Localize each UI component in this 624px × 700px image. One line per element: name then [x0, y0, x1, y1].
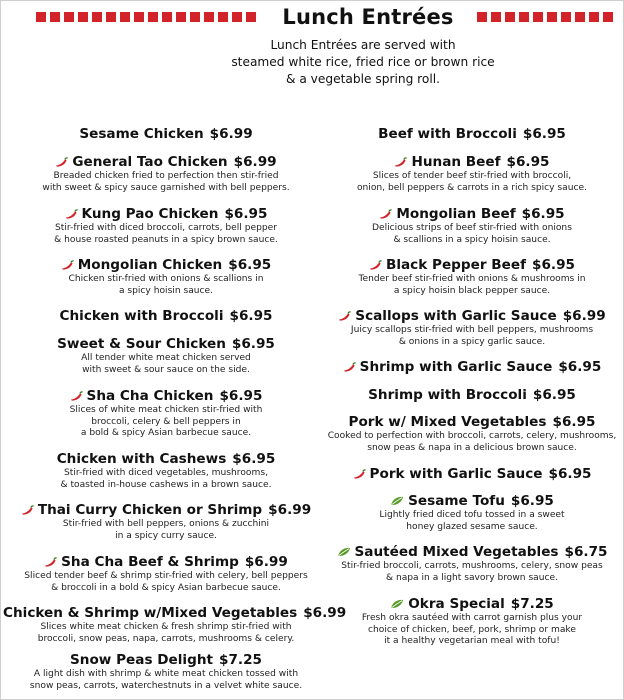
intro-line: Lunch Entrées are served with — [270, 38, 456, 52]
menu-item-price: $6.95 — [532, 387, 576, 403]
menu-item-description: Chicken stir-fried with onions & scallions in — [68, 274, 264, 284]
menu-item-heading — [319, 125, 624, 143]
hot-pepper-icon — [65, 205, 82, 223]
intro-line: & a vegetable spring roll. — [285, 72, 441, 86]
menu-item — [3, 553, 329, 594]
menu-item-description: Fresh okra sautéed with carrot garnish plus your — [361, 613, 583, 623]
menu-item-description: Stir-fried broccoli, carrots, mushrooms, celery, snow peas — [341, 561, 603, 571]
hot-pepper-icon — [353, 465, 370, 483]
menu-item-description: Tender beef stir-fried with onions & mushrooms in — [358, 274, 586, 284]
menu-item-name: Black Pepper Beef — [385, 257, 527, 273]
menu-item-description: Stir-fried with bell peppers, onions & zucchini — [62, 519, 270, 529]
hot-pepper-icon — [379, 205, 396, 223]
menu-item-description: choice of chicken, beef, pork, shrimp or make — [368, 624, 576, 635]
menu-item — [319, 543, 624, 584]
menu-item-heading — [3, 651, 329, 669]
menu-item — [319, 307, 624, 348]
menu-item-name: Okra Special — [408, 596, 505, 612]
menu-item-description: Lightly fried diced tofu tossed in a sweet — [379, 510, 565, 520]
menu-item-description: it a healthy vegetarian meal with tofu! — [384, 636, 560, 646]
menu-item-description: snow peas & napa in a delicious brown sauce. — [367, 442, 577, 453]
menu-item-price: $6.75 — [564, 544, 608, 560]
menu-item-name: Beef with Broccoli — [378, 126, 517, 142]
menu-item-heading — [319, 386, 624, 404]
menu-item-price: $6.95 — [548, 466, 592, 482]
menu-item-heading — [3, 387, 329, 405]
menu-item-description: Sliced tender beef & shrimp stir-fried with celery, bell peppers — [24, 571, 308, 581]
menu-item — [3, 205, 329, 246]
menu-item-heading — [319, 413, 624, 431]
menu-item-heading — [319, 543, 624, 561]
menu-item-name: Kung Pao Chicken — [81, 206, 219, 222]
menu-item-name: Snow Peas Delight — [69, 652, 213, 668]
menu-item — [3, 153, 329, 194]
menu-item-price: $6.95 — [228, 257, 272, 273]
hot-pepper-icon — [61, 256, 78, 274]
menu-item-heading — [319, 465, 624, 483]
menu-item-heading — [319, 595, 624, 613]
menu-item-name: Chicken with Broccoli — [59, 308, 224, 324]
menu-item-name: Pork with Garlic Sauce — [369, 466, 543, 482]
menu-item-description: broccoli, snow peas, napa, carrots, mushrooms & celery. — [37, 633, 295, 644]
menu-item-price: $6.95 — [224, 206, 268, 222]
menu-item-name: Pork w/ Mixed Vegetables — [348, 414, 547, 430]
menu-item-description: Breaded chicken fried to perfection then stir-fried — [53, 171, 279, 181]
menu-item-name: Sha Cha Beef & Shrimp — [61, 554, 239, 570]
vegetarian-leaf-icon — [337, 543, 355, 561]
menu-item-description: & house roasted peanuts in a spicy brown sauce. — [54, 234, 278, 245]
menu-item-heading — [319, 205, 624, 223]
menu-title: Lunch Entrées — [282, 5, 454, 29]
menu-item — [3, 387, 329, 440]
menu-item-name: Shrimp with Garlic Sauce — [359, 359, 553, 375]
hot-pepper-icon — [55, 153, 72, 171]
menu-item — [319, 153, 624, 194]
menu-item — [3, 256, 329, 297]
menu-item-description: & toasted in-house cashews in a brown sauce. — [60, 479, 272, 490]
menu-item-description: Slices of tender beef stir-fried with broccoli, — [372, 171, 572, 181]
menu-item-description: a spicy hoisin black pepper sauce. — [393, 285, 551, 296]
menu-item — [3, 501, 329, 542]
menu-item-heading — [3, 205, 329, 223]
menu-item — [319, 358, 624, 376]
menu-item-description: & onions in a spicy garlic sauce. — [398, 336, 546, 347]
menu-item-description: & scallions in a spicy hoisin sauce. — [393, 234, 551, 245]
menu-item — [319, 125, 624, 143]
hot-pepper-icon — [44, 553, 61, 571]
menu-item-description: Slices white meat chicken & fresh shrimp stir-fried with — [40, 622, 292, 632]
menu-item-name: Chicken with Cashews — [56, 451, 227, 467]
menu-item-price: $7.25 — [219, 652, 262, 668]
vegetarian-leaf-icon — [390, 595, 408, 613]
menu-item-name: Shrimp with Broccoli — [368, 387, 527, 403]
menu-item-description: Delicious strips of beef stir-fried with onions — [372, 223, 572, 233]
menu-item — [319, 492, 624, 533]
menu-intro — [213, 37, 513, 88]
menu-item-heading — [319, 492, 624, 510]
menu-item — [319, 465, 624, 483]
menu-item — [3, 604, 347, 645]
menu-item-description: a spicy hoisin sauce. — [118, 285, 214, 296]
menu-item-description: Juicy scallops stir-fried with bell peppers, mushrooms — [350, 325, 594, 335]
menu-item — [319, 386, 624, 404]
menu-item-description: Stir-fried with diced vegetables, mushrooms, — [64, 468, 268, 478]
intro-line: steamed white rice, fried rice or brown rice — [231, 55, 495, 69]
menu-item-price: $6.95 — [522, 126, 566, 142]
menu-item-name: Mongolian Chicken — [77, 257, 223, 273]
menu-item-description: Stir-fried with diced broccoli, carrots, bell pepper — [55, 223, 277, 233]
menu-item-heading — [3, 553, 329, 571]
menu-item-description: & broccoli in a bold & spicy Asian barbecue sauce. — [51, 582, 281, 593]
hot-pepper-icon — [343, 358, 360, 376]
menu-item-heading — [3, 604, 347, 622]
menu-item-description: broccoli, celery & bell peppers in — [91, 416, 241, 427]
menu-item-price: $6.95 — [521, 206, 565, 222]
menu-item-heading — [319, 307, 624, 325]
menu-item-price: $6.99 — [303, 605, 347, 621]
menu-item-name: Sha Cha Chicken — [86, 388, 214, 404]
menu-item-price: $6.95 — [558, 359, 602, 375]
hot-pepper-icon — [21, 501, 38, 519]
menu-item-name: Sweet & Sour Chicken — [57, 336, 226, 352]
menu-item-price: $6.95 — [532, 257, 576, 273]
menu-item-name: Sesame Chicken — [79, 126, 204, 142]
menu-item-price: $6.95 — [552, 414, 596, 430]
menu-item-heading — [3, 256, 329, 274]
menu-item — [3, 335, 329, 376]
menu-item — [319, 256, 624, 297]
menu-item-price: $6.99 — [233, 154, 277, 170]
menu-item-heading — [3, 501, 329, 519]
menu-item-price: $6.99 — [268, 502, 312, 518]
menu-item-name: Hunan Beef — [411, 154, 501, 170]
menu-item — [3, 450, 329, 491]
menu-item-price: $6.95 — [510, 493, 554, 509]
menu-item-heading — [319, 153, 624, 171]
menu-item-name: Chicken & Shrimp w/Mixed Vegetables — [3, 605, 298, 621]
menu-item-description: in a spicy curry sauce. — [115, 530, 217, 541]
menu-item — [319, 205, 624, 246]
menu-item-description: All tender white meat chicken served — [81, 353, 251, 363]
menu-item — [319, 413, 624, 454]
hot-pepper-icon — [369, 256, 386, 274]
menu-item — [3, 125, 329, 143]
menu-item-description: a bold & spicy Asian barbecue sauce. — [80, 428, 252, 438]
menu-item-name: Sautéed Mixed Vegetables — [354, 544, 559, 560]
menu-item-description: with sweet & sour sauce on the side. — [82, 364, 250, 375]
menu-item-price: $6.95 — [229, 308, 273, 324]
menu-item-price: $6.99 — [244, 554, 288, 570]
menu-item-heading — [3, 125, 329, 143]
menu-item-heading — [3, 153, 329, 171]
menu-item-heading — [319, 256, 624, 274]
menu-item-description: honey glazed sesame sauce. — [406, 521, 538, 532]
menu-item-description: Cooked to perfection with broccoli, carrots, celery, mushrooms, — [327, 431, 617, 441]
menu-item-name: Thai Curry Chicken or Shrimp — [37, 502, 263, 518]
menu-item-heading — [3, 307, 329, 325]
hot-pepper-icon — [394, 153, 411, 171]
menu-item-heading — [3, 450, 329, 468]
menu-item-price: $6.99 — [562, 308, 606, 324]
menu-item-name: Mongolian Beef — [396, 206, 516, 222]
menu-item-description: Slices of white meat chicken stir-fried with — [69, 405, 263, 415]
menu-item-price: $7.25 — [510, 596, 554, 612]
header-decoration-right — [477, 12, 613, 22]
menu-item-heading — [3, 335, 329, 353]
menu-item-description: snow peas, carrots, waterchestnuts in a velvet white sauce. — [29, 680, 303, 691]
hot-pepper-icon — [338, 307, 355, 325]
menu-item-price: $6.95 — [506, 154, 550, 170]
vegetarian-leaf-icon — [390, 492, 408, 510]
menu-item-price: $6.95 — [231, 336, 275, 352]
menu-item-price: $6.95 — [219, 388, 263, 404]
menu-item-price: $6.99 — [209, 126, 253, 142]
menu-item — [3, 307, 329, 325]
menu-item-name: General Tao Chicken — [72, 154, 228, 170]
menu-item-description: & napa in a light savory brown sauce. — [385, 572, 559, 583]
menu-item — [3, 651, 329, 692]
menu-item-description: onion, bell peppers & carrots in a rich spicy sauce. — [356, 182, 587, 193]
menu-item-name: Sesame Tofu — [408, 493, 505, 509]
menu-item — [319, 595, 624, 648]
menu-item-description: with sweet & spicy sauce garnished with bell peppers. — [42, 182, 290, 193]
menu-item-description: A light dish with shrimp & white meat chicken tossed with — [33, 669, 299, 679]
menu-item-name: Scallops with Garlic Sauce — [355, 308, 557, 324]
header-decoration-left — [36, 12, 256, 22]
hot-pepper-icon — [70, 387, 87, 405]
menu-item-price: $6.95 — [232, 451, 276, 467]
menu-item-heading — [319, 358, 624, 376]
